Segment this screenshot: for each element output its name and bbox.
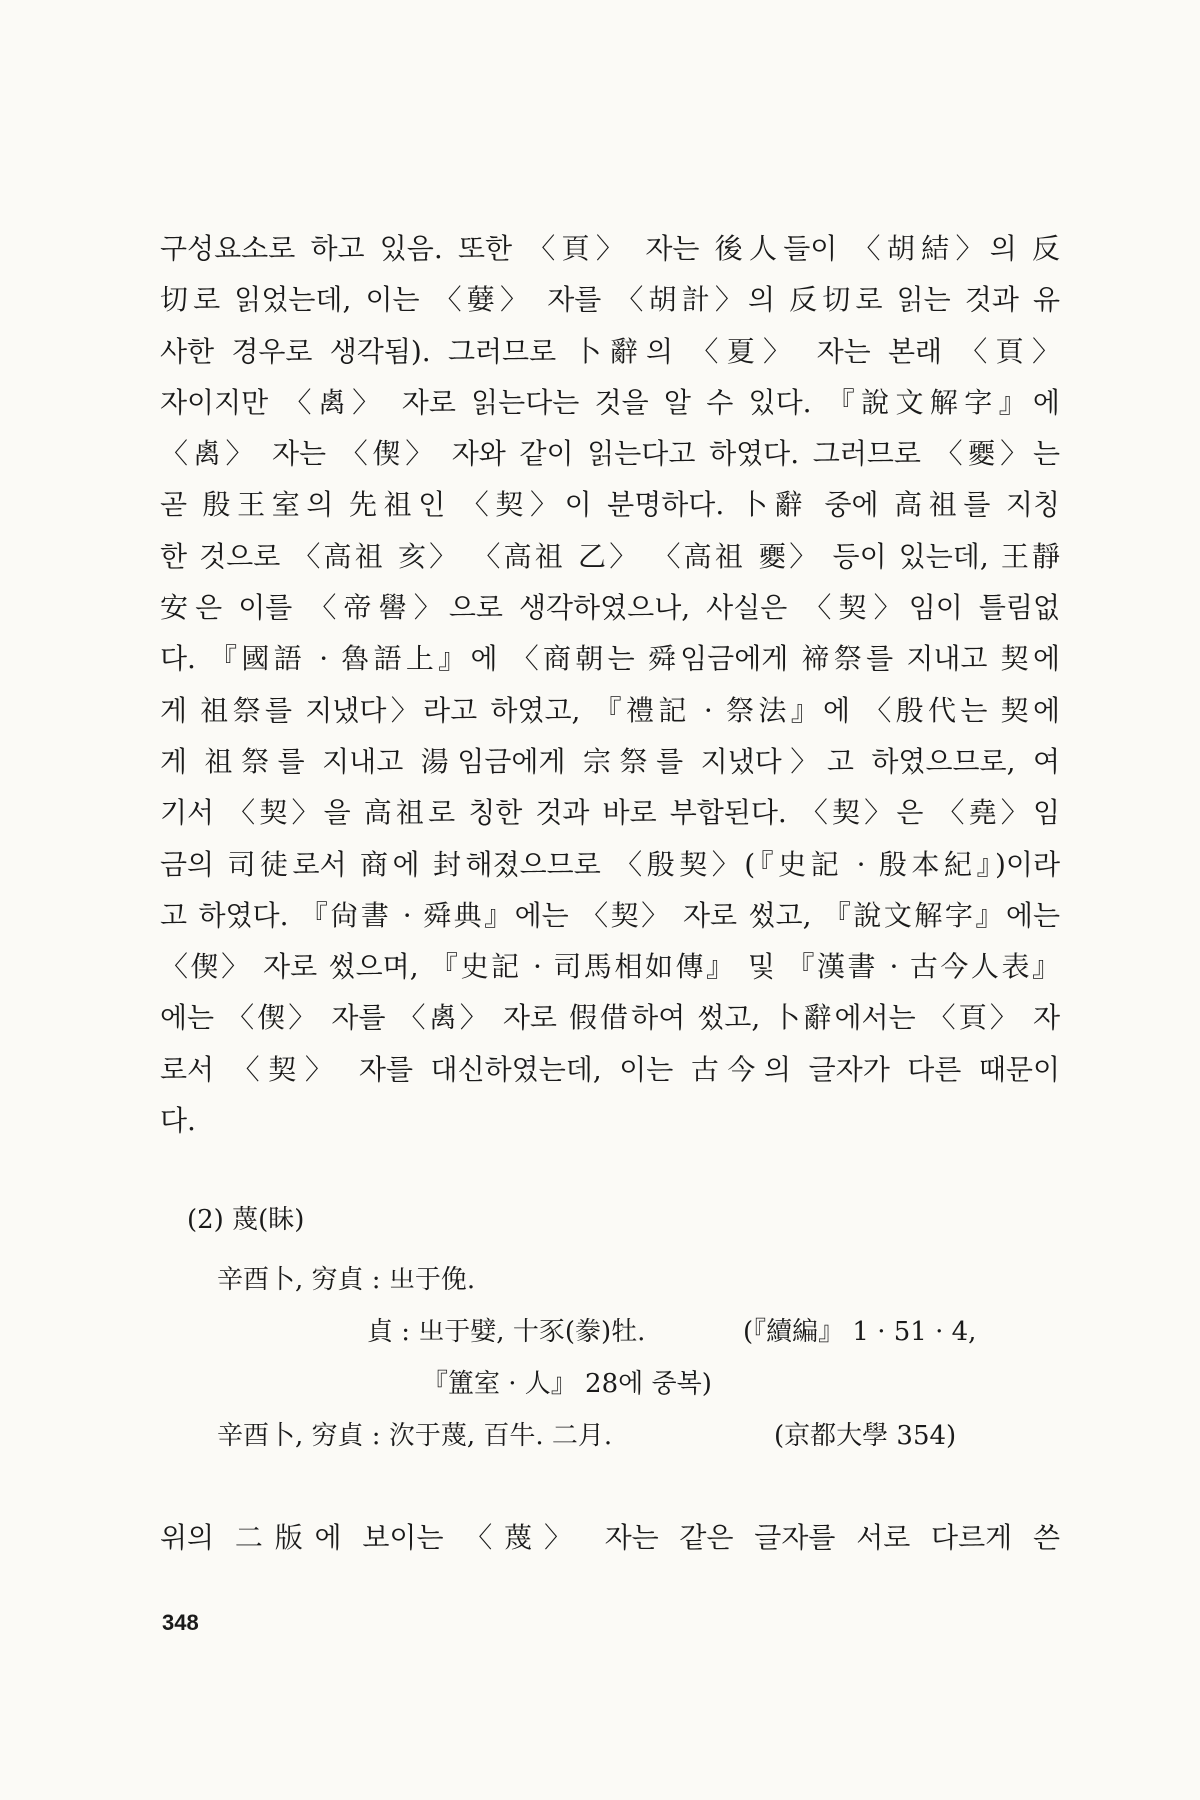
text-line: 위의 二版에 보이는 〈蔑〉 자는 같은 글자를 서로 다르게 쓴 — [160, 1521, 1060, 1554]
text-line: 에는 〈偰〉 자를 〈禼〉 자로 假借하여 썼고, 卜辭에서는 〈頁〉 자 — [160, 1001, 1060, 1035]
inscription-line: 貞 : 㞢于嬖, 十豕(豢)牡. — [367, 1317, 646, 1347]
citation: (京都大學 354) — [774, 1421, 957, 1451]
text-line: 切로 읽었는데, 이는 〈㜸〉 자를 〈胡計〉의 反切로 읽는 것과 유 — [160, 283, 1060, 317]
text-line: 安은 이를 〈帝嚳〉으로 생각하였으나, 사실은 〈契〉임이 틀림없 — [160, 591, 1060, 625]
page-number: 348 — [162, 1610, 199, 1635]
text-line: 게 祖祭를 지냈다〉라고 하였고, 『禮記 · 祭法』에 〈殷代는 契에 — [160, 693, 1060, 727]
text-line: 사한 경우로 생각됨). 그러므로 卜辭의 〈夏〉 자는 본래 〈頁〉 — [160, 334, 1060, 368]
text-line: 금의 司徒로서 商에 封해졌으므로 〈殷契〉(『史記 · 殷本紀』)이라 — [160, 847, 1060, 881]
text-line: 자이지만 〈禼〉 자로 읽는다는 것을 알 수 있다. 『說文解字』에 — [160, 385, 1060, 419]
citation: (『續編』 1 · 51 · 4, — [743, 1317, 977, 1347]
text-line: 로서 〈契〉 자를 대신하였는데, 이는 古今의 글자가 다른 때문이 — [160, 1052, 1060, 1086]
citation: 『簠室 · 人』 28에 중복) — [422, 1369, 712, 1399]
inscription-line: 辛酉卜, 穷貞 : 㳄于蔑, 百牛. 二月. — [217, 1421, 613, 1451]
section-heading: (2) 蔑(眛) — [187, 1205, 305, 1235]
text-line: 다. — [160, 1104, 196, 1138]
text-line: 〈偰〉 자로 썼으며, 『史記 · 司馬相如傳』 및 『漢書 · 古今人表』 — [160, 950, 1060, 984]
inscription-line: 辛酉卜, 穷貞 : 㞢于俛. — [217, 1265, 476, 1295]
text-line: 기서 〈契〉을 高祖로 칭한 것과 바로 부합된다. 〈契〉은 〈堯〉임 — [160, 796, 1060, 830]
text-line: 고 하였다. 『尙書 · 舜典』에는 〈契〉 자로 썼고, 『說文解字』에는 — [160, 898, 1060, 932]
closing-paragraph — [160, 1512, 1060, 1563]
text-line: 게 祖祭를 지내고 湯임금에게 宗祭를 지냈다〉고 하였으므로, 여 — [160, 744, 1060, 778]
text-line: 다. 『國語 · 魯語上』에 〈商朝는 舜임금에게 禘祭를 지내고 契에 — [160, 642, 1060, 676]
text-line: 한 것으로 〈高祖 亥〉 〈高祖 乙〉 〈高祖 夒〉 등이 있는데, 王靜 — [160, 539, 1060, 573]
text-line: 〈禼〉 자는 〈偰〉 자와 같이 읽는다고 하였다. 그러므로 〈夒〉는 — [160, 437, 1060, 471]
body-paragraph — [160, 223, 1060, 1146]
text-line: 구성요소로 하고 있음. 또한 〈頁〉 자는 後人들이 〈胡結〉의 反 — [160, 232, 1060, 265]
text-line: 곧 殷王室의 先祖인 〈契〉이 분명하다. 卜辭 중에 高祖를 지칭 — [160, 488, 1060, 522]
